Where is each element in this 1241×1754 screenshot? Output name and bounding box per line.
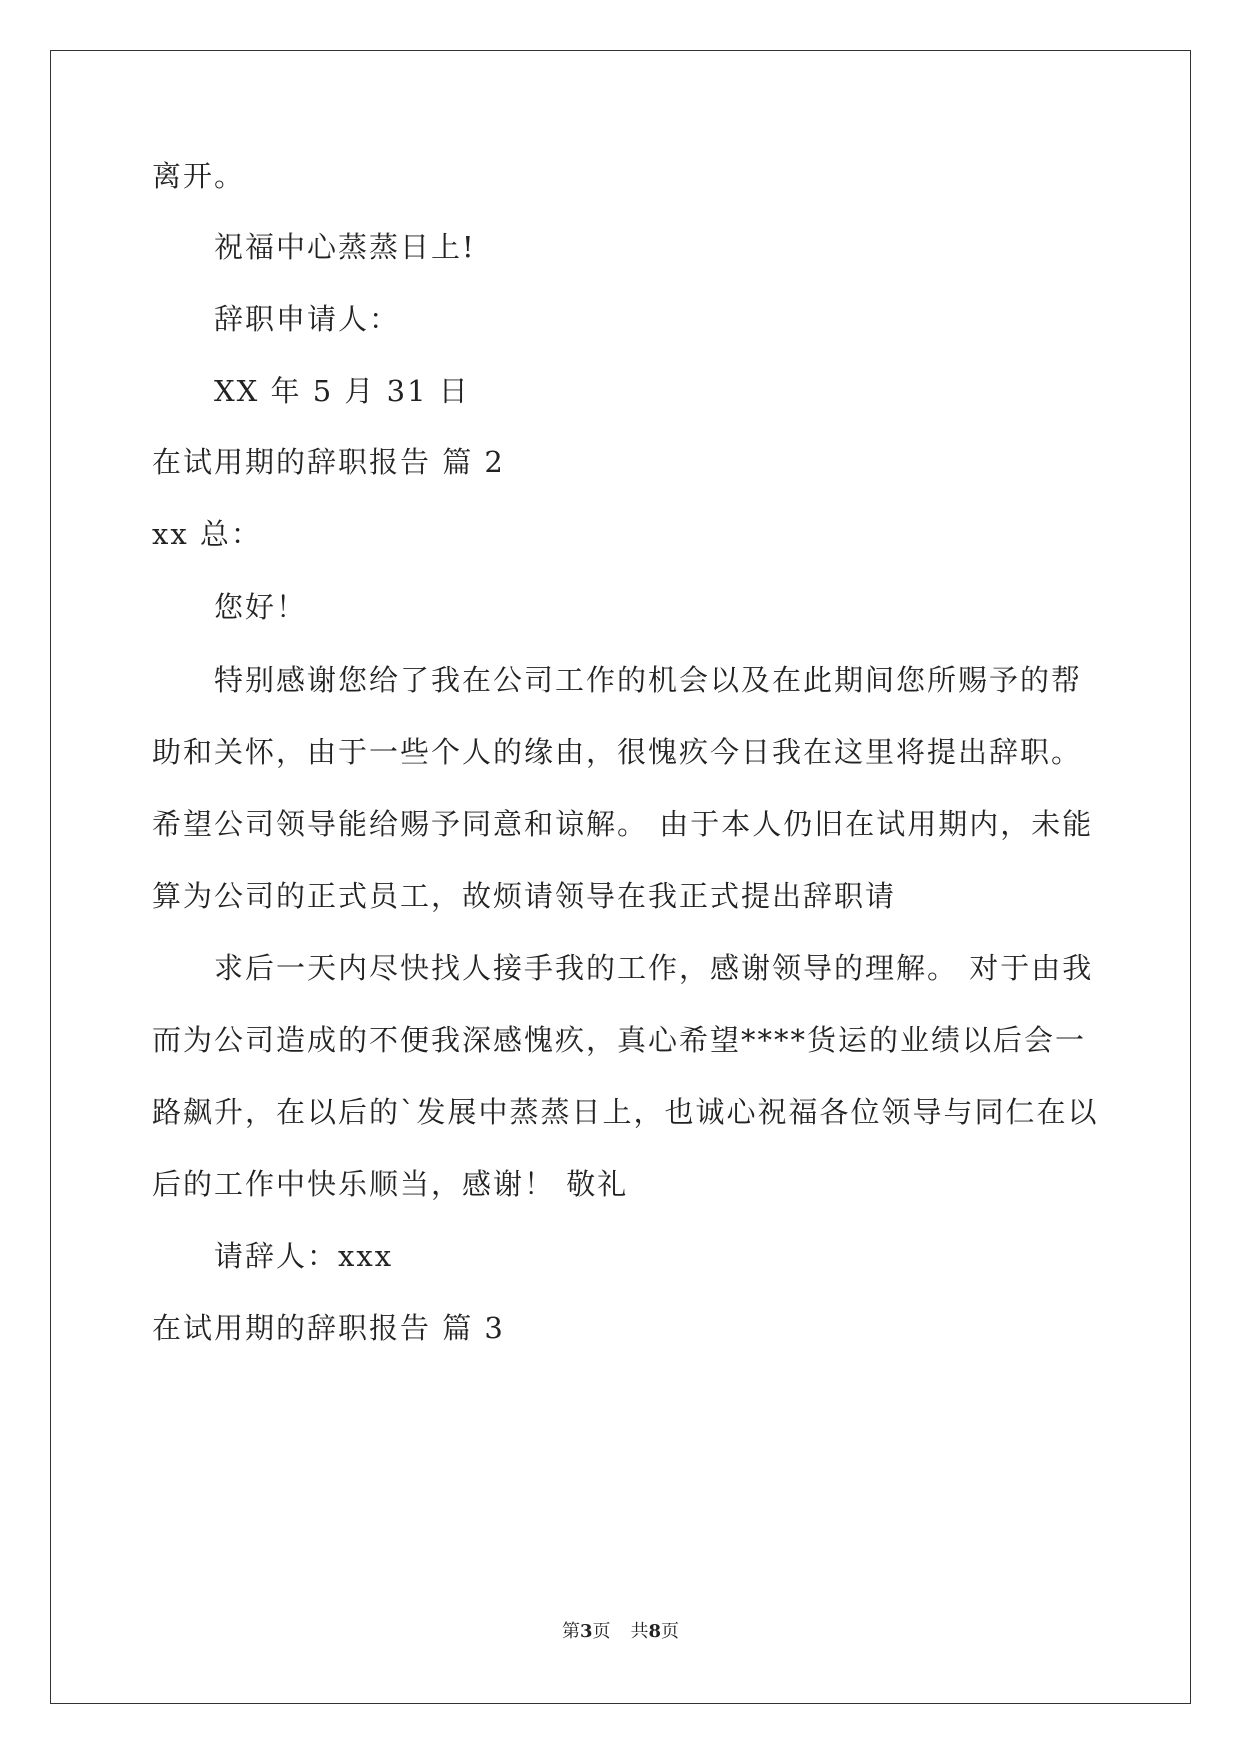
text-line-signature: 请辞人：xxx <box>214 1239 394 1273</box>
text-line-applicant: 辞职申请人： <box>214 302 401 336</box>
text-line-leave: 离开。 <box>152 159 246 193</box>
total-suffix: 页 <box>661 1621 680 1642</box>
paragraph-line: 而为公司造成的不便我深感愧疚，真心希望****货运的业绩以后会一 <box>152 1023 1087 1057</box>
section-heading-part-3: 在试用期的辞职报告 篇 3 <box>152 1311 505 1345</box>
paragraph-line: 求后一天内尽快找人接手我的工作，感谢领导的理解。 对于由我 <box>214 951 1094 985</box>
page-total-number: 8 <box>648 1621 662 1642</box>
page-border <box>50 50 1191 1704</box>
paragraph-line: 希望公司领导能给赐予同意和谅解。 由于本人仍旧在试用期内，未能 <box>152 807 1094 841</box>
section-heading-part-2: 在试用期的辞职报告 篇 2 <box>152 445 505 479</box>
page-current-number: 3 <box>579 1621 593 1642</box>
text-line-greeting: 您好！ <box>214 590 308 624</box>
paragraph-line: 助和关怀，由于一些个人的缘由，很愧疚今日我在这里将提出辞职。 <box>152 735 1083 769</box>
paragraph-line: 算为公司的正式员工，故烦请领导在我正式提出辞职请 <box>152 879 897 913</box>
text-line-date: XX 年 5 月 31 日 <box>214 374 470 408</box>
text-line-salutation: xx 总： <box>152 517 262 551</box>
paragraph-line: 后的工作中快乐顺当，感谢！ 敬礼 <box>152 1167 629 1201</box>
paragraph-line: 特别感谢您给了我在公司工作的机会以及在此期间您所赐予的帮 <box>214 663 1083 697</box>
page-suffix: 页 <box>592 1621 611 1642</box>
page-prefix: 第 <box>561 1621 580 1642</box>
paragraph-line: 路飙升，在以后的`发展中蒸蒸日上，也诚心祝福各位领导与同仁在以 <box>152 1095 1099 1129</box>
total-prefix: 共 <box>630 1621 649 1642</box>
page-footer <box>0 1621 1241 1643</box>
text-line-blessing: 祝福中心蒸蒸日上! <box>214 230 476 264</box>
